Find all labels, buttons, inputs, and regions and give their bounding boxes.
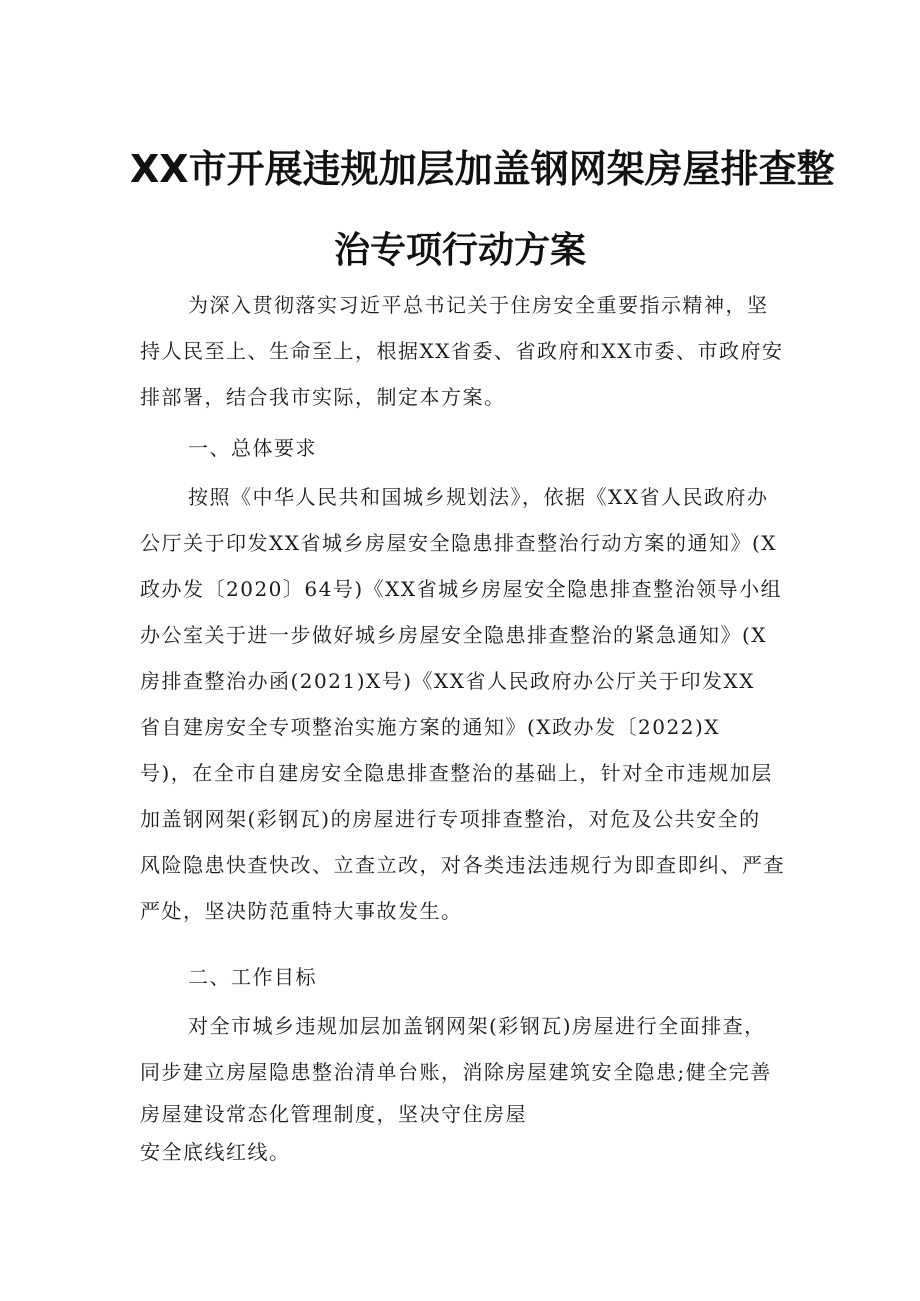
section-1-line: 办公室关于进一步做好城乡房屋安全隐患排查整治的紧急通知》(X xyxy=(140,623,768,647)
intro-line: 排部署，结合我市实际，制定本方案。 xyxy=(140,385,506,409)
section-2-line: 同步建立房屋隐患整治清单台账，消除房屋建筑安全隐患;健全完善 xyxy=(140,1060,772,1084)
intro-paragraph xyxy=(140,282,790,420)
section-1-line: 省自建房安全专项整治实施方案的通知》(X政办发〔2022)X xyxy=(140,715,720,739)
section-2-heading: 二、工作目标 xyxy=(188,965,317,989)
section-1-heading-block xyxy=(140,425,790,471)
section-1-line: 加盖钢网架(彩钢瓦)的房屋进行专项排查整治，对危及公共安全的 xyxy=(140,807,761,831)
section-1-heading: 一、总体要求 xyxy=(188,436,317,460)
document-title-line-2: 治专项行动方案 xyxy=(333,230,586,271)
intro-line: 持人民至上、生命至上，根据XX省委、省政府和XX市委、市政府安 xyxy=(140,339,784,363)
section-2-line: 房屋建设常态化管理制度，坚决守住房屋 xyxy=(140,1102,527,1126)
section-1-paragraph xyxy=(140,474,790,934)
section-1-line: 号)，在全市自建房安全隐患排查整治的基础上，针对全市违规加层 xyxy=(140,761,773,785)
section-1-line: 房排查整治办函(2021)X号)《XX省人民政府办公厅关于印发XX xyxy=(140,669,755,693)
section-1-line: 按照《中华人民共和国城乡规划法》，依据《XX省人民政府办 xyxy=(188,485,769,509)
section-2-line: 对全市城乡违规加层加盖钢网架(彩钢瓦)房屋进行全面排查， xyxy=(188,1014,766,1038)
section-1-line: 风险隐患快查快改、立查立改，对各类违法违规行为即查即纠、严查 xyxy=(140,853,785,877)
section-2-heading-block xyxy=(140,954,790,1000)
document-title-line-1: XX市开展违规加层加盖钢网架房屋排查整 xyxy=(130,147,835,191)
section-1-line: 政办发〔2020〕64号)《XX省城乡房屋安全隐患排查整治领导小组 xyxy=(140,577,783,601)
section-1-line: 严处，坚决防范重特大事故发生。 xyxy=(140,899,463,923)
section-1-line: 公厅关于印发XX省城乡房屋安全隐患排查整治行动方案的通知》(X xyxy=(140,531,778,555)
intro-line: 为深入贯彻落实习近平总书记关于住房安全重要指示精神，坚 xyxy=(188,293,769,317)
section-2-paragraph xyxy=(140,1003,790,1171)
section-2-line: 安全底线红线。 xyxy=(140,1140,291,1164)
